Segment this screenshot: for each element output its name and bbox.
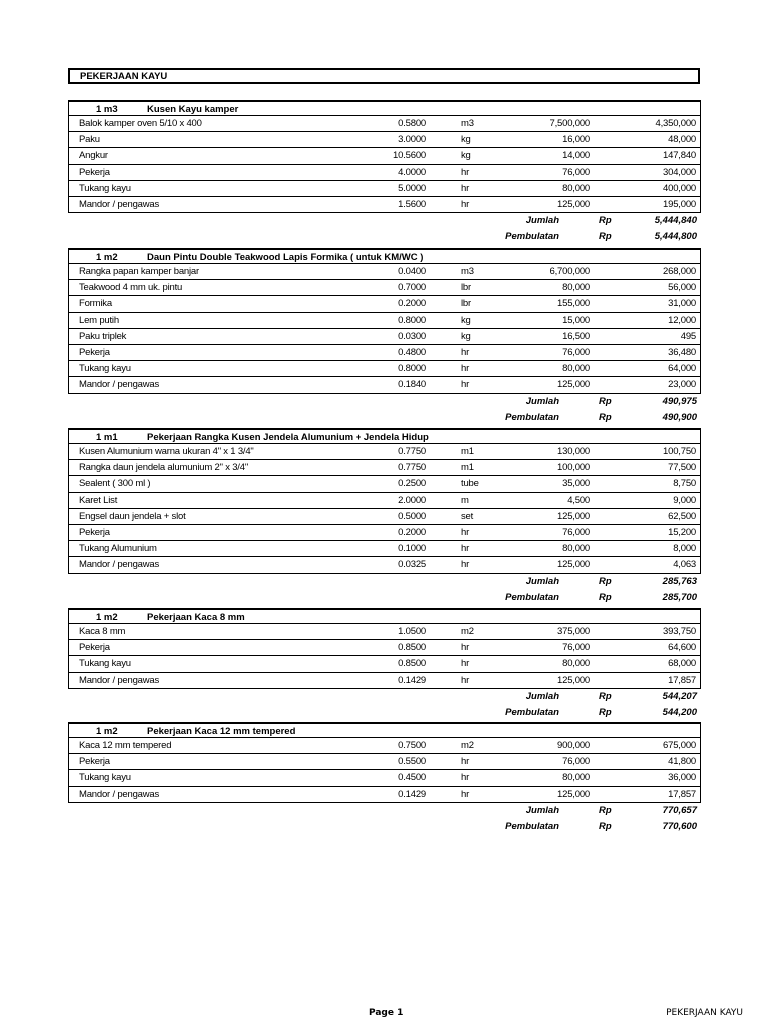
jumlah-row xyxy=(68,213,701,229)
item-coefficient: 0.5500 xyxy=(398,756,426,768)
table-row xyxy=(69,377,700,393)
item-unit: hr xyxy=(461,788,470,800)
item-name: Mandor / pengawas xyxy=(79,559,160,571)
table-row xyxy=(69,525,700,541)
item-unit: hr xyxy=(461,772,470,784)
item-price: 76,000 xyxy=(562,526,590,538)
item-total: 100,750 xyxy=(663,446,696,457)
table-row xyxy=(69,640,700,656)
page-title: PEKERJAAN KAYU xyxy=(68,68,700,84)
table-row xyxy=(69,787,700,803)
pembulatan-label: Pembulatan xyxy=(505,231,559,243)
item-name: Balok kamper oven 5/10 x 400 xyxy=(79,118,202,129)
section-header xyxy=(68,248,701,264)
table-row xyxy=(69,770,700,786)
item-price: 76,000 xyxy=(562,166,590,178)
item-price: 80,000 xyxy=(562,772,590,784)
item-coefficient: 0.0325 xyxy=(398,559,426,571)
item-unit: hr xyxy=(461,543,470,555)
item-price: 125,000 xyxy=(557,379,590,391)
section-rows xyxy=(68,116,701,213)
item-name: Mandor / pengawas xyxy=(79,379,160,391)
item-coefficient: 0.7500 xyxy=(398,740,426,751)
jumlah-label: Jumlah xyxy=(525,575,559,587)
section-unit: 1 m2 xyxy=(96,726,118,737)
item-coefficient: 0.8500 xyxy=(398,658,426,670)
item-unit: hr xyxy=(461,198,470,210)
item-total: 147,840 xyxy=(663,150,696,162)
section-kusen-kayu xyxy=(68,100,701,245)
section-daun-pintu xyxy=(68,248,701,426)
jumlah-row xyxy=(68,574,701,590)
item-unit: set xyxy=(461,510,474,522)
item-total: 495 xyxy=(680,330,696,342)
rp-label: Rp xyxy=(599,215,612,227)
section-rows xyxy=(68,444,701,574)
rp-label: Rp xyxy=(599,411,612,423)
table-row xyxy=(69,476,700,492)
table-row xyxy=(69,313,700,329)
item-total: 62,500 xyxy=(668,510,696,522)
item-unit: hr xyxy=(461,346,470,358)
section-header xyxy=(68,428,701,444)
item-coefficient: 0.8000 xyxy=(398,363,426,375)
item-name: Pekerja xyxy=(79,166,110,178)
item-unit: kg xyxy=(461,134,471,146)
item-unit: m3 xyxy=(461,266,474,277)
item-name: Formika xyxy=(79,298,112,310)
item-price: 4,500 xyxy=(567,494,590,506)
item-coefficient: 4.0000 xyxy=(398,166,426,178)
item-name: Kusen Alumunium warna ukuran 4" x 1 3/4" xyxy=(79,446,254,457)
table-row xyxy=(69,673,700,689)
table-row xyxy=(69,541,700,557)
section-rows xyxy=(68,264,701,394)
item-total: 400,000 xyxy=(663,182,696,194)
item-name: Angkur xyxy=(79,150,108,162)
pembulatan-value: 5,444,800 xyxy=(654,231,697,243)
item-name: Teakwood 4 mm uk. pintu xyxy=(79,282,183,294)
section-kaca-8mm xyxy=(68,608,701,721)
item-unit: hr xyxy=(461,182,470,194)
item-coefficient: 0.2000 xyxy=(398,298,426,310)
pembulatan-value: 770,600 xyxy=(662,820,697,832)
table-row xyxy=(69,280,700,296)
item-unit: lbr xyxy=(461,298,471,310)
item-coefficient: 5.0000 xyxy=(398,182,426,194)
item-total: 31,000 xyxy=(668,298,696,310)
item-price: 80,000 xyxy=(562,658,590,670)
table-row xyxy=(69,624,700,640)
pembulatan-value: 544,200 xyxy=(662,706,697,718)
section-unit: 1 m1 xyxy=(96,432,118,443)
item-total: 64,000 xyxy=(668,363,696,375)
item-total: 48,000 xyxy=(668,134,696,146)
pembulatan-label: Pembulatan xyxy=(505,591,559,603)
rp-label: Rp xyxy=(599,706,612,718)
item-total: 195,000 xyxy=(663,198,696,210)
item-price: 15,000 xyxy=(562,314,590,326)
sheet-name: PEKERJAAN KAYU xyxy=(666,1008,743,1018)
item-total: 8,750 xyxy=(673,478,696,490)
item-price: 80,000 xyxy=(562,363,590,375)
item-total: 68,000 xyxy=(668,658,696,670)
item-name: Rangka papan kamper banjar xyxy=(79,266,199,277)
rp-label: Rp xyxy=(599,820,612,832)
item-name: Lem putih xyxy=(79,314,119,326)
item-price: 16,000 xyxy=(562,134,590,146)
rp-label: Rp xyxy=(599,591,612,603)
item-unit: m1 xyxy=(461,462,474,474)
table-row xyxy=(69,329,700,345)
item-name: Rangka daun jendela alumunium 2" x 3/4" xyxy=(79,462,249,474)
section-header xyxy=(68,608,701,624)
pembulatan-row xyxy=(68,229,701,245)
item-unit: hr xyxy=(461,658,470,670)
jumlah-value: 490,975 xyxy=(662,395,697,407)
jumlah-label: Jumlah xyxy=(525,690,559,702)
item-name: Pekerja xyxy=(79,526,110,538)
item-coefficient: 1.0500 xyxy=(398,626,426,637)
rp-label: Rp xyxy=(599,395,612,407)
item-coefficient: 0.5800 xyxy=(398,118,426,129)
page-number: Page 1 xyxy=(369,1008,404,1018)
item-name: Tukang kayu xyxy=(79,658,131,670)
section-header xyxy=(68,722,701,738)
item-total: 304,000 xyxy=(663,166,696,178)
pembulatan-row xyxy=(68,819,701,835)
item-price: 6,700,000 xyxy=(549,266,590,277)
pembulatan-label: Pembulatan xyxy=(505,706,559,718)
item-coefficient: 0.2000 xyxy=(398,526,426,538)
item-unit: tube xyxy=(461,478,479,490)
item-coefficient: 0.7750 xyxy=(398,462,426,474)
item-name: Sealent ( 300 ml ) xyxy=(79,478,151,490)
item-price: 80,000 xyxy=(562,182,590,194)
item-name: Pekerja xyxy=(79,642,110,654)
pembulatan-row xyxy=(68,705,701,721)
table-row xyxy=(69,197,700,213)
item-unit: hr xyxy=(461,559,470,571)
item-total: 4,063 xyxy=(673,559,696,571)
item-price: 125,000 xyxy=(557,674,590,686)
item-name: Kaca 8 mm xyxy=(79,626,126,637)
item-unit: hr xyxy=(461,363,470,375)
table-row xyxy=(69,116,700,132)
table-row xyxy=(69,132,700,148)
item-price: 80,000 xyxy=(562,543,590,555)
item-total: 675,000 xyxy=(663,740,696,751)
jumlah-label: Jumlah xyxy=(525,804,559,816)
item-total: 17,857 xyxy=(668,674,696,686)
pembulatan-value: 490,900 xyxy=(662,411,697,423)
item-total: 36,000 xyxy=(668,772,696,784)
item-name: Tukang kayu xyxy=(79,182,131,194)
item-coefficient: 0.4500 xyxy=(398,772,426,784)
item-name: Tukang kayu xyxy=(79,363,131,375)
item-price: 125,000 xyxy=(557,788,590,800)
section-header xyxy=(68,100,701,116)
section-kusen-alumunium xyxy=(68,428,701,606)
item-coefficient: 0.8000 xyxy=(398,314,426,326)
item-unit: m1 xyxy=(461,446,474,457)
rp-label: Rp xyxy=(599,231,612,243)
rp-label: Rp xyxy=(599,804,612,816)
item-price: 125,000 xyxy=(557,559,590,571)
item-coefficient: 0.4800 xyxy=(398,346,426,358)
section-unit: 1 m2 xyxy=(96,252,118,263)
section-rows xyxy=(68,738,701,803)
table-row xyxy=(69,493,700,509)
item-total: 12,000 xyxy=(668,314,696,326)
table-row xyxy=(69,460,700,476)
item-unit: kg xyxy=(461,150,471,162)
item-unit: hr xyxy=(461,756,470,768)
item-name: Tukang kayu xyxy=(79,772,131,784)
table-row xyxy=(69,754,700,770)
section-desc: Kusen Kayu kamper xyxy=(147,104,239,115)
table-row xyxy=(69,509,700,525)
item-unit: m2 xyxy=(461,626,474,637)
item-total: 17,857 xyxy=(668,788,696,800)
table-row xyxy=(69,345,700,361)
section-desc: Pekerjaan Kaca 12 mm tempered xyxy=(147,726,296,737)
item-price: 14,000 xyxy=(562,150,590,162)
item-price: 100,000 xyxy=(557,462,590,474)
item-total: 23,000 xyxy=(668,379,696,391)
item-unit: hr xyxy=(461,379,470,391)
item-name: Kaca 12 mm tempered xyxy=(79,740,172,751)
item-coefficient: 0.0400 xyxy=(398,266,426,277)
pembulatan-row xyxy=(68,410,701,426)
jumlah-value: 544,207 xyxy=(662,690,697,702)
item-unit: kg xyxy=(461,330,471,342)
jumlah-value: 5,444,840 xyxy=(654,215,697,227)
section-desc: Pekerjaan Kaca 8 mm xyxy=(147,612,245,623)
table-row xyxy=(69,181,700,197)
item-name: Karet List xyxy=(79,494,118,506)
table-row xyxy=(69,738,700,754)
table-row xyxy=(69,557,700,573)
pembulatan-row xyxy=(68,590,701,606)
item-coefficient: 0.1840 xyxy=(398,379,426,391)
item-total: 15,200 xyxy=(668,526,696,538)
item-price: 375,000 xyxy=(557,626,590,637)
item-price: 7,500,000 xyxy=(549,118,590,129)
item-price: 125,000 xyxy=(557,198,590,210)
table-row xyxy=(69,148,700,164)
section-unit: 1 m2 xyxy=(96,612,118,623)
section-unit: 1 m3 xyxy=(96,104,118,115)
item-total: 4,350,000 xyxy=(655,118,696,129)
item-name: Tukang Alumunium xyxy=(79,543,157,555)
section-desc: Pekerjaan Rangka Kusen Jendela Alumunium + Jendela Hidup xyxy=(147,432,429,443)
item-total: 268,000 xyxy=(663,266,696,277)
table-row xyxy=(69,264,700,280)
item-coefficient: 0.0300 xyxy=(398,330,426,342)
pembulatan-value: 285,700 xyxy=(662,591,697,603)
table-row xyxy=(69,296,700,312)
item-total: 8,000 xyxy=(673,543,696,555)
item-total: 77,500 xyxy=(668,462,696,474)
item-unit: hr xyxy=(461,526,470,538)
item-name: Engsel daun jendela + slot xyxy=(79,510,186,522)
item-coefficient: 0.2500 xyxy=(398,478,426,490)
item-price: 900,000 xyxy=(557,740,590,751)
jumlah-row xyxy=(68,394,701,410)
section-desc: Daun Pintu Double Teakwood Lapis Formika ( untuk KM/WC ) xyxy=(147,252,424,263)
item-coefficient: 0.7000 xyxy=(398,282,426,294)
jumlah-label: Jumlah xyxy=(525,395,559,407)
item-coefficient: 3.0000 xyxy=(398,134,426,146)
item-name: Paku xyxy=(79,134,100,146)
jumlah-row xyxy=(68,689,701,705)
item-total: 9,000 xyxy=(673,494,696,506)
rp-label: Rp xyxy=(599,575,612,587)
item-price: 76,000 xyxy=(562,346,590,358)
item-coefficient: 0.1000 xyxy=(398,543,426,555)
item-name: Mandor / pengawas xyxy=(79,674,160,686)
item-unit: kg xyxy=(461,314,471,326)
item-unit: hr xyxy=(461,642,470,654)
item-total: 56,000 xyxy=(668,282,696,294)
item-price: 80,000 xyxy=(562,282,590,294)
item-unit: m3 xyxy=(461,118,474,129)
item-name: Paku triplek xyxy=(79,330,127,342)
item-coefficient: 2.0000 xyxy=(398,494,426,506)
item-total: 64,600 xyxy=(668,642,696,654)
table-row xyxy=(69,165,700,181)
item-unit: lbr xyxy=(461,282,471,294)
item-price: 155,000 xyxy=(557,298,590,310)
item-unit: m2 xyxy=(461,740,474,751)
table-row xyxy=(69,656,700,672)
item-total: 36,480 xyxy=(668,346,696,358)
item-price: 16,500 xyxy=(562,330,590,342)
pembulatan-label: Pembulatan xyxy=(505,411,559,423)
item-name: Mandor / pengawas xyxy=(79,788,160,800)
item-coefficient: 0.1429 xyxy=(398,788,426,800)
item-price: 76,000 xyxy=(562,756,590,768)
item-coefficient: 0.5000 xyxy=(398,510,426,522)
jumlah-value: 770,657 xyxy=(662,804,697,816)
item-unit: hr xyxy=(461,674,470,686)
item-price: 35,000 xyxy=(562,478,590,490)
item-name: Pekerja xyxy=(79,346,110,358)
item-name: Pekerja xyxy=(79,756,110,768)
item-price: 125,000 xyxy=(557,510,590,522)
table-row xyxy=(69,444,700,460)
item-coefficient: 10.5600 xyxy=(393,150,426,162)
item-name: Mandor / pengawas xyxy=(79,198,160,210)
item-price: 76,000 xyxy=(562,642,590,654)
item-unit: m xyxy=(461,494,469,506)
section-kaca-12mm xyxy=(68,722,701,835)
rp-label: Rp xyxy=(599,690,612,702)
jumlah-row xyxy=(68,803,701,819)
item-unit: hr xyxy=(461,166,470,178)
jumlah-value: 285,763 xyxy=(662,575,697,587)
item-coefficient: 0.8500 xyxy=(398,642,426,654)
item-total: 393,750 xyxy=(663,626,696,637)
item-coefficient: 0.1429 xyxy=(398,674,426,686)
item-coefficient: 1.5600 xyxy=(398,198,426,210)
item-total: 41,800 xyxy=(668,756,696,768)
section-rows xyxy=(68,624,701,689)
item-price: 130,000 xyxy=(557,446,590,457)
jumlah-label: Jumlah xyxy=(525,215,559,227)
item-coefficient: 0.7750 xyxy=(398,446,426,457)
pembulatan-label: Pembulatan xyxy=(505,820,559,832)
table-row xyxy=(69,361,700,377)
